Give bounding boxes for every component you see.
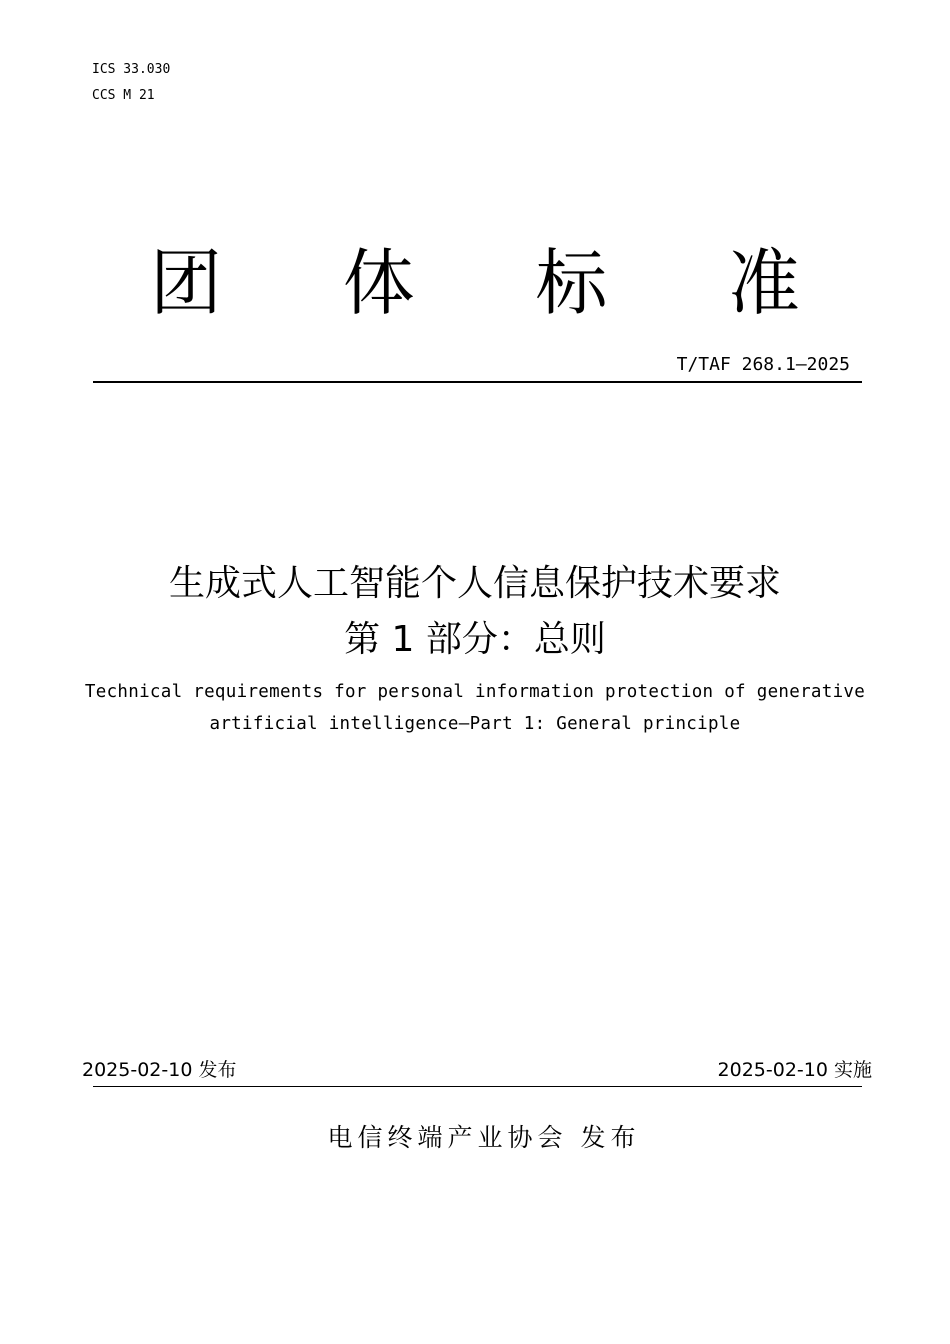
standard-type-char: 标 (535, 241, 608, 325)
standard-type-char: 体 (342, 241, 415, 325)
chinese-title-line-1: 生成式人工智能个人信息保护技术要求 (168, 563, 781, 604)
header-divider (93, 381, 862, 383)
standard-code: T/TAF 268.1—2025 (676, 354, 850, 375)
publisher: 电信终端产业协会 发布 (327, 1123, 641, 1152)
ccs-code: CCS M 21 (92, 88, 155, 103)
standard-type-char: 准 (727, 241, 800, 325)
footer-divider (93, 1086, 862, 1087)
english-title-line-2: artificial intelligence—Part 1: General principle (209, 714, 741, 734)
implementation-date: 2025-02-10 实施 (717, 1059, 872, 1081)
english-title-line-1: Technical requirements for personal information protection of generative (84, 682, 866, 702)
ics-code: ICS 33.030 (92, 62, 171, 77)
standard-type-char: 团 (150, 241, 223, 325)
issue-date: 2025-02-10 发布 (82, 1059, 237, 1081)
chinese-title-line-2: 第 1 部分：总则 (344, 619, 606, 660)
standard-type-title (150, 238, 800, 328)
